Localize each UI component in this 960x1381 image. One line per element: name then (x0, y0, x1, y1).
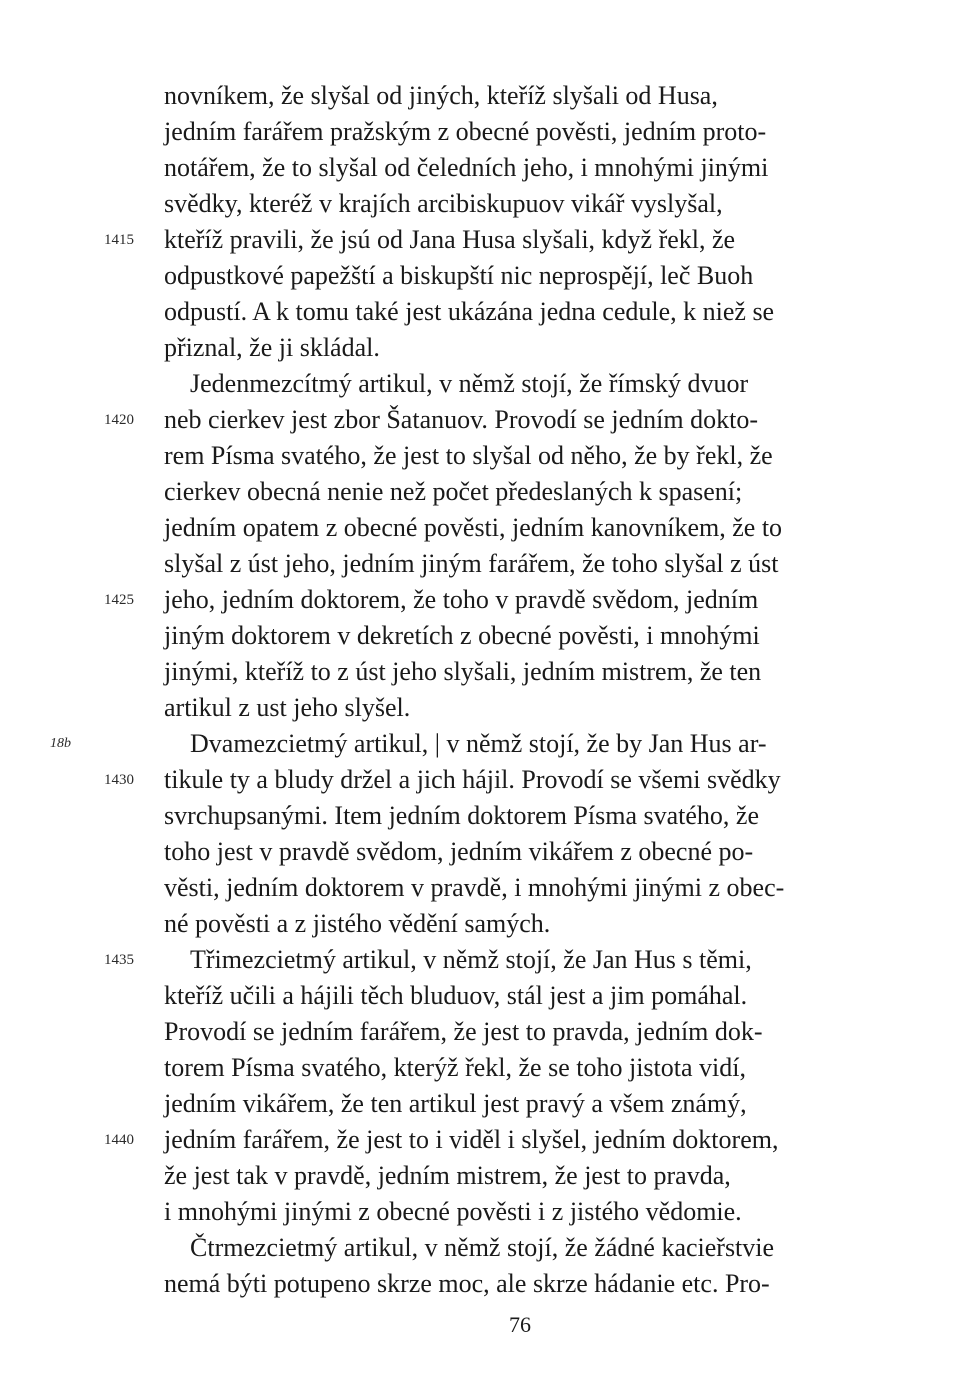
text-line: tikule ty a bludy držel a jich hájil. Provodí se všemi svědky (164, 765, 781, 794)
text-line: slyšal z úst jeho, jedním jiným farářem, že toho slyšal z úst (164, 549, 779, 578)
text-line: cierkev obecná nenie než počet předeslaných k spasení; (164, 477, 743, 506)
text-line: i mnohými jinými z obecné pověsti i z jistého vědomie. (164, 1197, 742, 1226)
text-line: že jest tak v pravdě, jedním mistrem, že jest to pravda, (164, 1161, 731, 1190)
text-line: věsti, jedním doktorem v pravdě, i mnohými jinými z obec- (164, 873, 785, 902)
text-line: odpustkové papežští a biskupští nic neprospějí, leč Buoh (164, 261, 754, 290)
text-line: svědky, kteréž v krajích arcibiskupuov vikář vyslyšal, (164, 189, 723, 218)
text-line: Provodí se jedním farářem, že jest to pravda, jedním dok- (164, 1017, 763, 1046)
line-number: 1420 (104, 412, 134, 428)
text-line: artikul z ust jeho slyšel. (164, 693, 411, 722)
text-line: jinými, kteříž to z úst jeho slyšali, jedním mistrem, že ten (164, 657, 762, 686)
text-line: neb cierkev jest zbor Šatanuov. Provodí se jedním dokto- (164, 405, 759, 434)
text-line: kteříž učili a hájili těch bluduov, stál jest a jim pomáhal. (164, 981, 748, 1010)
text-line: kteříž pravili, že jsú od Jana Husa slyšali, když řekl, že (164, 225, 736, 254)
line-number: 1430 (104, 772, 134, 788)
paragraph-start-line: Jedenmezcítmý artikul, v němž stojí, že římský dvuor (190, 369, 749, 398)
paragraph-start-line: Dvamezcietmý artikul, | v němž stojí, že by Jan Hus ar- (190, 729, 767, 758)
line-number: 1425 (104, 592, 134, 608)
text-line: toho jest v pravdě svědom, jedním vikářem z obecné po- (164, 837, 754, 866)
line-number: 1440 (104, 1132, 134, 1148)
page-number: 76 (509, 1312, 531, 1337)
text-line: nemá býti potupeno skrze moc, ale skrze hádanie etc. Pro- (164, 1269, 770, 1298)
line-number: 1415 (104, 232, 134, 248)
folio-marker: 18b (50, 736, 71, 751)
text-line: jedním farářem, že jest to i viděl i slyšel, jedním doktorem, (164, 1125, 779, 1154)
paragraph-start-line: Čtrmezcietmý artikul, v němž stojí, že žádné kacieřstvie (190, 1233, 775, 1262)
text-line: jedním vikářem, že ten artikul jest pravý a všem známý, (164, 1089, 747, 1118)
paragraph-start-line: Třimezcietmý artikul, v němž stojí, že Jan Hus s těmi, (190, 945, 752, 974)
text-line: jedním opatem z obecné pověsti, jedním kanovníkem, že to (164, 513, 783, 542)
text-line: rem Písma svatého, že jest to slyšal od něho, že by řekl, že (164, 441, 773, 470)
text-line: né pověsti a z jistého vědění samých. (164, 909, 551, 938)
text-line: přiznal, že ji skládal. (164, 333, 380, 362)
text-line: novníkem, že slyšal od jiných, kteříž slyšali od Husa, (164, 81, 718, 110)
text-line: odpustí. A k tomu také jest ukázána jedna cedule, k niež se (164, 297, 775, 326)
text-line: svrchupsanými. Item jedním doktorem Písma svatého, že (164, 801, 759, 830)
line-number: 1435 (104, 952, 134, 968)
text-line: torem Písma svatého, kterýž řekl, že se toho jistota vidí, (164, 1053, 746, 1082)
text-line: jedním farářem pražským z obecné pověsti, jedním proto- (164, 117, 767, 146)
text-line: notářem, že to slyšal od čeledních jeho, i mnohými jinými (164, 153, 769, 182)
text-line: jeho, jedním doktorem, že toho v pravdě svědom, jedním (164, 585, 759, 614)
text-line: jiným doktorem v dekretích z obecné pověsti, i mnohými (164, 621, 760, 650)
